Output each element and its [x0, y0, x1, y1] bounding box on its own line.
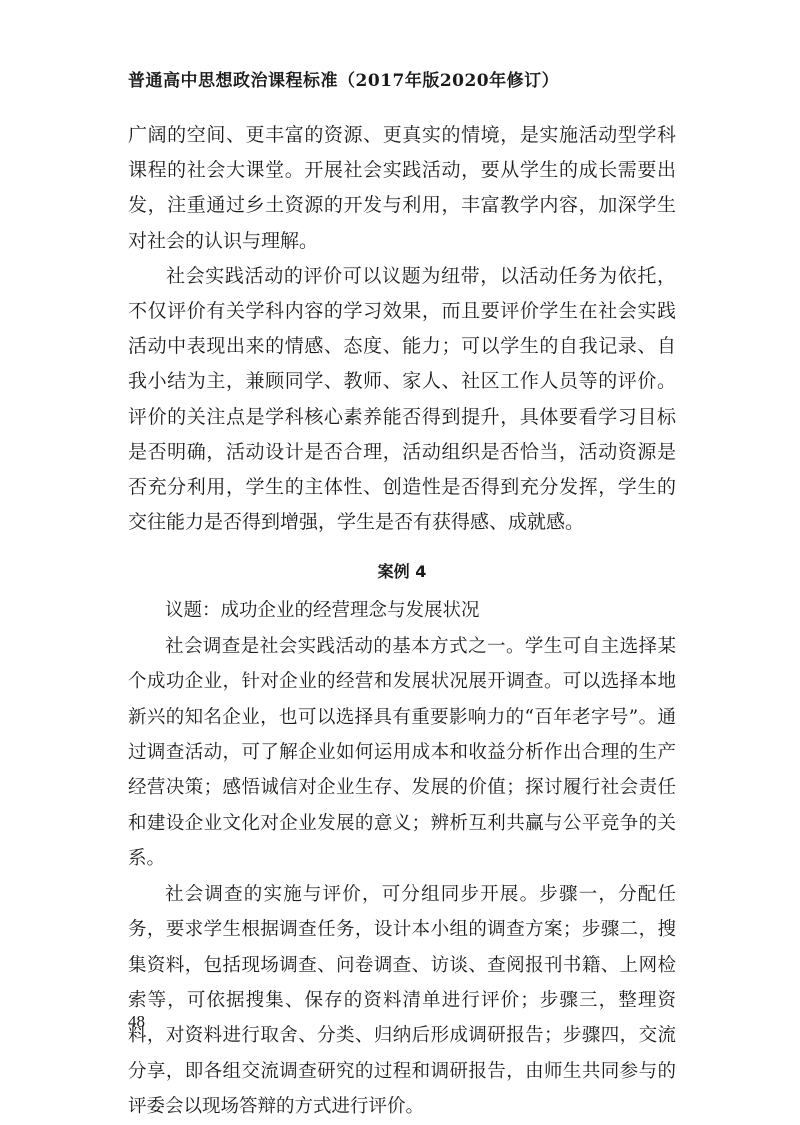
case-paragraph-2: 社会调查的实施与评价，可分组同步开展。步骤一，分配任务，要求学生根据调查任务，设计本小组的调查方案；步骤二，搜集资料，包括现场调查、问卷调查、访谈、查阅报刊书籍、上网检索等，可依据搜集、保存的资料清单进行评价；步骤三，整理资料，对资料进行取舍、分类、归纳后形成调研报告；步骤四，交流分享，即各组交流调查研究的过程和调研报告，由师生共同参与的评委会以现场答辩的方式进行评价。 — [128, 883, 676, 1118]
body-paragraph-2: 社会实践活动的评价可以议题为纽带，以活动任务为依托，不仅评价有关学科内容的学习效果，而且要评价学生在社会实践活动中表现出来的情感、态度、能力；可以学生的自我记录、自我小结为主，兼顾同学、教师、家人、社区工作人员等的评价。评价的关注点是学科核心素养能否得到提升，具体要看学习目标是否明确，活动设计是否合理，活动组织是否恰当，活动资源是否充分利用，学生的主体性、创造性是否得到充分发挥，学生的交往能力是否得到增强，学生是否有获得感、成就感。 — [128, 264, 676, 534]
page-number: 48 — [128, 1012, 145, 1031]
page-content — [128, 118, 676, 1125]
case-title: 案例 4 — [377, 562, 427, 582]
running-header: 普通高中思想政治课程标准（2017年版2020年修订） — [128, 71, 560, 91]
case-paragraph-1: 社会调查是社会实践活动的基本方式之一。学生可自主选择某个成功企业，针对企业的经营和发展状况展开调查。可以选择本地新兴的知名企业，也可以选择具有重要影响力的“百年老字号”。通过调查活动，可了解企业如何运用成本和收益分析作出合理的生产经营决策；感悟诚信对企业生存、发展的价值；探讨履行社会责任和建设企业文化对企业发展的意义；辨析互利共赢与公平竞争的关系。 — [128, 635, 676, 870]
case-section — [128, 557, 676, 1124]
case-topic: 议题：成功企业的经营理念与发展状况 — [165, 600, 480, 622]
body-paragraph-1: 广阔的空间、更丰富的资源、更真实的情境，是实施活动型学科课程的社会大课堂。开展社会实践活动，要从学生的成长需要出发，注重通过乡土资源的开发与利用，丰富教学内容，加深学生对社会的认识与理解。 — [128, 124, 676, 252]
